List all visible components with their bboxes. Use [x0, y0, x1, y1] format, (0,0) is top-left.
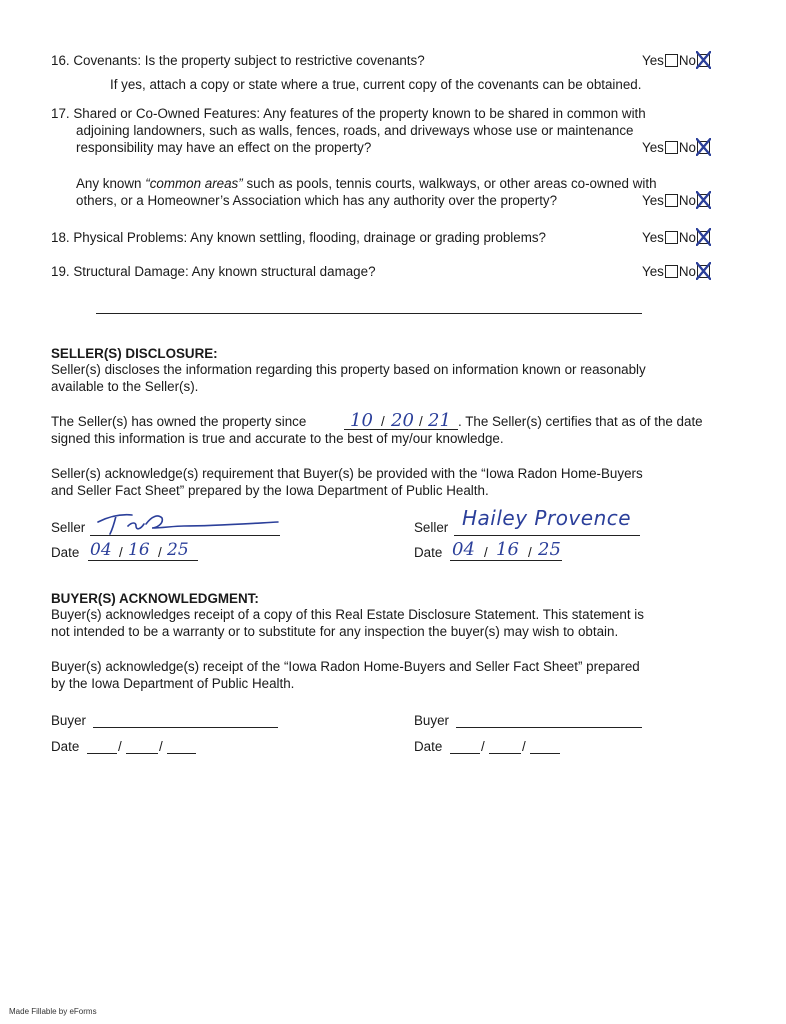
buyer1-date-label: Date: [51, 739, 80, 754]
seller2-date-slash-1: /: [484, 545, 488, 560]
seller2-date-label: Date: [414, 545, 443, 560]
buyer2-date-year-line[interactable]: [530, 753, 560, 754]
owned-since-day[interactable]: 20: [391, 410, 414, 431]
q16-yes-label: Yes: [642, 53, 664, 68]
seller2-label: Seller: [414, 520, 449, 535]
buyer1-date-month-line[interactable]: [87, 753, 117, 754]
buyer2-date-month-line[interactable]: [450, 753, 480, 754]
q16-no-checkbox[interactable]: [697, 54, 710, 67]
q18-yes-no: [642, 229, 711, 246]
seller1-date-label: Date: [51, 545, 80, 560]
seller1-date-year[interactable]: 25: [167, 540, 189, 560]
buyer1-signature-line[interactable]: [93, 727, 278, 728]
seller2-date-underline: [450, 560, 562, 561]
owned-since-slash-2: /: [419, 414, 423, 429]
seller1-signature[interactable]: [92, 504, 282, 538]
buyer1-date-slash-1: /: [118, 739, 122, 754]
q19-no-label: No: [678, 264, 696, 279]
q17-line2: adjoining landowners, such as walls, fences, roads, and driveways whose use or maintenance: [76, 123, 634, 138]
q18-no-label: No: [678, 230, 696, 245]
q17-line3: responsibility may have an effect on the property?: [76, 140, 372, 155]
q17-common-no-label: No: [678, 193, 696, 208]
seller2-date-slash-2: /: [528, 545, 532, 560]
q16-subtext: If yes, attach a copy or state where a true, current copy of the covenants can be obtained.: [110, 77, 642, 92]
q17-no-checkbox[interactable]: [697, 141, 710, 154]
q19-text: 19. Structural Damage: Any known structural damage?: [51, 264, 376, 279]
seller1-date-slash-1: /: [119, 545, 123, 560]
seller-disclosure-line1: Seller(s) discloses the information regarding this property based on information known or reasonably: [51, 362, 646, 377]
seller2-date-month[interactable]: 04: [452, 539, 475, 560]
seller1-date-slash-2: /: [158, 545, 162, 560]
q16-yes-no: [642, 52, 711, 69]
q19-yes-label: Yes: [642, 264, 664, 279]
q16-yes-checkbox[interactable]: [665, 54, 678, 67]
buyer1-label: Buyer: [51, 713, 86, 728]
buyer2-label: Buyer: [414, 713, 449, 728]
q18-text: 18. Physical Problems: Any known settling, flooding, drainage or grading problems?: [51, 230, 546, 245]
buyer1-date-year-line[interactable]: [167, 753, 196, 754]
q19-yes-no: [642, 263, 711, 280]
buyer-ack-line2: not intended to be a warranty or to substitute for any inspection the buyer(s) may wish to obtain.: [51, 624, 619, 639]
owned-since-line2: signed this information is true and accurate to the best of my/our knowledge.: [51, 431, 504, 446]
seller2-date-year[interactable]: 25: [538, 539, 561, 560]
q18-yes-label: Yes: [642, 230, 664, 245]
q17-common-yes-checkbox[interactable]: [665, 194, 678, 207]
buyer2-date-label: Date: [414, 739, 443, 754]
q16-no-label: No: [678, 53, 696, 68]
owned-since-month[interactable]: 10: [350, 410, 373, 431]
seller1-date-day[interactable]: 16: [128, 540, 150, 560]
seller2-date-day[interactable]: 16: [496, 539, 519, 560]
buyer-ack-heading: BUYER(S) ACKNOWLEDGMENT:: [51, 591, 259, 606]
seller1-label: Seller: [51, 520, 86, 535]
q17-no-label: No: [678, 140, 696, 155]
q19-yes-checkbox[interactable]: [665, 265, 678, 278]
q18-no-checkbox[interactable]: [697, 231, 710, 244]
q19-no-checkbox[interactable]: [697, 265, 710, 278]
q17-yes-no: [642, 139, 711, 156]
q17-common-line1: [76, 175, 657, 192]
q17-line1: 17. Shared or Co-Owned Features: Any features of the property known to be shared in common with: [51, 106, 646, 121]
owned-since-post: . The Seller(s) certifies that as of the date: [458, 414, 703, 429]
seller-ack-line2: and Seller Fact Sheet” prepared by the Iowa Department of Public Health.: [51, 483, 489, 498]
seller-ack-line1: Seller(s) acknowledge(s) requirement that Buyer(s) be provided with the “Iowa Radon Home-Buyers: [51, 466, 643, 481]
owned-since-year[interactable]: 21: [428, 410, 451, 431]
q17-common-pre: Any known: [76, 176, 146, 191]
buyer2-date-slash-2: /: [522, 739, 526, 754]
footer-text: Made Fillable by eForms: [9, 1007, 97, 1016]
seller2-signature-line: [454, 535, 640, 536]
q17-common-yes-label: Yes: [642, 193, 664, 208]
seller-disclosure-line2: available to the Seller(s).: [51, 379, 199, 394]
buyer-ack-line3: Buyer(s) acknowledge(s) receipt of the “Iowa Radon Home-Buyers and Seller Fact Sheet” prepared: [51, 659, 640, 674]
owned-since-slash-1: /: [381, 414, 385, 429]
buyer1-date-slash-2: /: [159, 739, 163, 754]
buyer1-date-day-line[interactable]: [126, 753, 158, 754]
q16-text: 16. Covenants: Is the property subject to restrictive covenants?: [51, 53, 425, 68]
q17-common-post: such as pools, tennis courts, walkways, or other areas co-owned with: [242, 176, 657, 191]
buyer2-date-slash-1: /: [481, 739, 485, 754]
seller1-date-underline: [88, 560, 198, 561]
explanation-line[interactable]: [96, 313, 642, 314]
q17-common-yes-no: [642, 192, 711, 209]
q17-common-no-checkbox[interactable]: [697, 194, 710, 207]
seller2-signature[interactable]: Hailey Provence: [462, 506, 632, 530]
buyer2-signature-line[interactable]: [456, 727, 642, 728]
q17-common-emphasis: “common areas”: [145, 176, 243, 191]
q17-yes-checkbox[interactable]: [665, 141, 678, 154]
seller-disclosure-heading: SELLER(S) DISCLOSURE:: [51, 346, 218, 361]
owned-since-pre: The Seller(s) has owned the property since: [51, 414, 307, 429]
buyer-ack-line1: Buyer(s) acknowledges receipt of a copy of this Real Estate Disclosure Statement. This statement is: [51, 607, 644, 622]
seller1-date-month[interactable]: 04: [90, 540, 112, 560]
q17-yes-label: Yes: [642, 140, 664, 155]
buyer2-date-day-line[interactable]: [489, 753, 521, 754]
q17-common-line2: others, or a Homeowner’s Association which has any authority over the property?: [76, 193, 558, 208]
q18-yes-checkbox[interactable]: [665, 231, 678, 244]
buyer-ack-line4: by the Iowa Department of Public Health.: [51, 676, 295, 691]
